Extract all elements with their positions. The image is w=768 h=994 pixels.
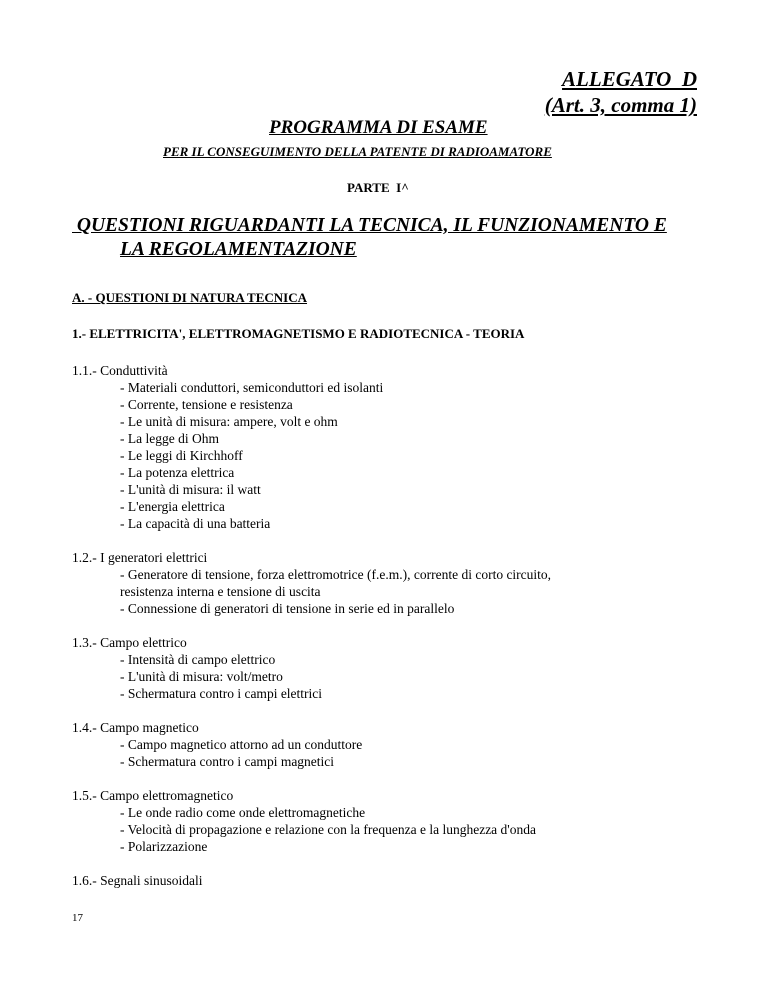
questioni-heading <box>72 214 702 262</box>
topic-item: - Schermatura contro i campi magnetici <box>120 754 335 769</box>
topic-item: - L'unità di misura: volt/metro <box>120 669 283 684</box>
topic-item: - Corrente, tensione e resistenza <box>120 397 293 412</box>
topic-block <box>72 549 712 617</box>
topic-block <box>72 787 712 855</box>
part-heading: PARTE I^ <box>347 180 409 195</box>
programma-subtitle: PER IL CONSEGUIMENTO DELLA PATENTE DI RADIOAMATORE <box>163 144 552 159</box>
allegato-reference: (Art. 3, comma 1) <box>544 93 697 117</box>
topic-item: - La capacità di una batteria <box>120 516 271 531</box>
topic-heading: 1.5.- Campo elettromagnetico <box>72 788 234 803</box>
topic-item: - Le leggi di Kirchhoff <box>120 448 243 463</box>
questioni-heading-line1: QUESTIONI RIGUARDANTI LA TECNICA, IL FUNZIONAMENTO E <box>72 215 667 236</box>
topic-item: - L'energia elettrica <box>120 499 225 514</box>
topic-item: resistenza interna e tensione di uscita <box>120 584 321 599</box>
topic-heading: 1.1.- Conduttività <box>72 363 168 378</box>
topic-block <box>72 872 712 889</box>
topic-item: - Le onde radio come onde elettromagnetiche <box>120 805 366 820</box>
allegato-block <box>545 66 697 118</box>
topic-heading: 1.3.- Campo elettrico <box>72 635 187 650</box>
section-a-heading: A. - QUESTIONI DI NATURA TECNICA <box>72 290 308 305</box>
topic-item: - La potenza elettrica <box>120 465 235 480</box>
topic-heading: 1.2.- I generatori elettrici <box>72 550 208 565</box>
topic-item: - La legge di Ohm <box>120 431 219 446</box>
topic-heading: 1.4.- Campo magnetico <box>72 720 199 735</box>
topic-item: - Schermatura contro i campi elettrici <box>120 686 323 701</box>
topic-item: - L'unità di misura: il watt <box>120 482 261 497</box>
topic-item: - Polarizzazione <box>120 839 208 854</box>
topic-item: - Generatore di tensione, forza elettromotrice (f.e.m.), corrente di corto circuito, <box>120 567 552 582</box>
topic-heading: 1.6.- Segnali sinusoidali <box>72 873 203 888</box>
topic-block <box>72 719 712 770</box>
topic-item: - Velocità di propagazione e relazione con la frequenza e la lunghezza d'onda <box>120 822 536 837</box>
topic-item: - Connessione di generatori di tensione in serie ed in parallelo <box>120 601 455 616</box>
allegato-title: ALLEGATO D <box>562 67 697 91</box>
programma-title: PROGRAMMA DI ESAME <box>269 117 488 138</box>
section-1-heading: 1.- ELETTRICITA', ELETTROMAGNETISMO E RADIOTECNICA - TEORIA <box>72 326 525 341</box>
topic-block <box>72 362 712 532</box>
topic-item: - Campo magnetico attorno ad un conduttore <box>120 737 363 752</box>
page-number: 17 <box>72 912 83 924</box>
questioni-heading-line2: LA REGOLAMENTAZIONE <box>120 239 357 260</box>
topic-item: - Le unità di misura: ampere, volt e ohm <box>120 414 338 429</box>
topic-block <box>72 634 712 702</box>
topic-item: - Materiali conduttori, semiconduttori ed isolanti <box>120 380 384 395</box>
topic-item: - Intensità di campo elettrico <box>120 652 276 667</box>
topic-list <box>72 362 712 906</box>
